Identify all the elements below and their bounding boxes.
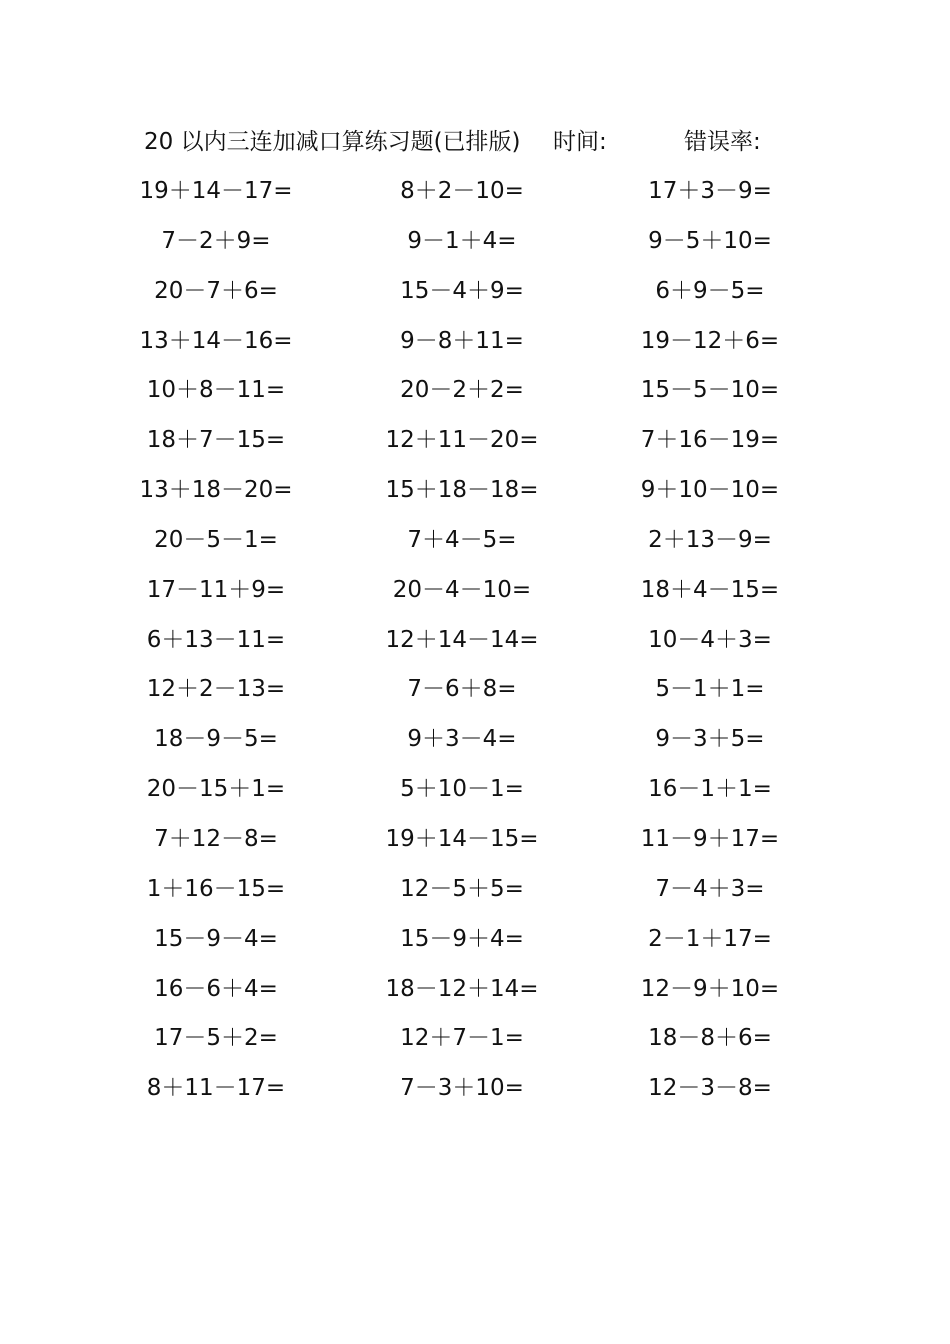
- problem-row: [0, 971, 950, 1021]
- problem-item: 8＋2－10=: [400, 178, 524, 204]
- problem-item: 20－5－1=: [154, 526, 278, 553]
- problem-row: [0, 323, 950, 373]
- problem-item: 18－12＋14=: [385, 975, 539, 1002]
- problem-item: 20－15＋1=: [146, 776, 286, 803]
- problem-item: 9－3＋5=: [655, 726, 765, 753]
- problem-item: 19＋14－17=: [139, 178, 293, 204]
- problem-row: [0, 921, 950, 971]
- problem-item: 9＋3－4=: [407, 726, 517, 753]
- problem-item: 7＋4－5=: [407, 526, 517, 553]
- problem-item: 18－8＋6=: [648, 1025, 772, 1052]
- problem-row: [0, 522, 950, 572]
- problem-item: 18－9－5=: [154, 726, 278, 753]
- problem-item: 18＋4－15=: [640, 576, 780, 603]
- worksheet-header: [144, 124, 784, 160]
- problem-item: 2－1＋17=: [648, 925, 772, 952]
- problem-item: 16－6＋4=: [154, 975, 278, 1002]
- problem-item: 12－3－8=: [648, 1075, 772, 1102]
- problem-item: 6＋13－11=: [146, 626, 286, 653]
- problem-row: [0, 472, 950, 522]
- problem-item: 12－5＋5=: [400, 875, 524, 902]
- problem-item: 20－7＋6=: [154, 277, 278, 304]
- error-rate-label: 错误率:: [684, 129, 761, 155]
- problem-item: 15＋18－18=: [385, 477, 539, 504]
- problem-item: 6＋9－5=: [655, 277, 765, 304]
- problem-item: 12＋11－20=: [385, 427, 539, 454]
- problem-item: 13＋18－20=: [139, 477, 293, 504]
- problem-item: 19＋14－15=: [385, 825, 539, 852]
- problem-item: 15－4＋9=: [400, 277, 524, 304]
- problem-row: [0, 372, 950, 422]
- problem-item: 13＋14－16=: [139, 327, 293, 354]
- problem-item: 12＋7－1=: [400, 1025, 524, 1052]
- problem-item: 9－8＋11=: [400, 327, 524, 354]
- problem-item: 7＋12－8=: [154, 825, 278, 852]
- time-label: 时间:: [553, 129, 607, 155]
- problem-item: 11－9＋17=: [640, 825, 780, 852]
- problem-item: 7－4＋3=: [655, 875, 765, 902]
- problem-grid: [0, 173, 950, 1120]
- problem-item: 10＋8－11=: [146, 377, 286, 404]
- problem-row: [0, 771, 950, 821]
- problem-row: [0, 173, 950, 223]
- problem-item: 10－4＋3=: [648, 626, 772, 653]
- problem-item: 12＋14－14=: [385, 626, 539, 653]
- problem-row: [0, 422, 950, 472]
- problem-item: 15－9－4=: [154, 925, 278, 952]
- problem-item: 5－1＋1=: [655, 676, 765, 703]
- problem-item: 17－11＋9=: [146, 576, 286, 603]
- problem-item: 2＋13－9=: [648, 526, 772, 553]
- problem-row: [0, 572, 950, 622]
- problem-row: [0, 273, 950, 323]
- problem-item: 15－5－10=: [640, 377, 780, 404]
- problem-item: 7－2＋9=: [161, 227, 271, 254]
- problem-item: 17＋3－9=: [648, 178, 772, 204]
- problem-item: 9－5＋10=: [648, 227, 772, 254]
- problem-row: [0, 1070, 950, 1120]
- problem-item: 20－2＋2=: [400, 377, 524, 404]
- problem-item: 9－1＋4=: [407, 227, 517, 254]
- problem-row: [0, 622, 950, 672]
- problem-item: 19－12＋6=: [640, 327, 780, 354]
- problem-item: 5＋10－1=: [400, 776, 524, 803]
- problem-item: 15－9＋4=: [400, 925, 524, 952]
- problem-item: 7＋16－19=: [640, 427, 780, 454]
- problem-item: 7－6＋8=: [407, 676, 517, 703]
- worksheet-title: 20 以内三连加减口算练习题(已排版): [144, 129, 521, 155]
- problem-row: [0, 671, 950, 721]
- problem-row: [0, 871, 950, 921]
- problem-row: [0, 1020, 950, 1070]
- problem-item: 12＋2－13=: [146, 676, 286, 703]
- problem-item: 9＋10－10=: [640, 477, 780, 504]
- problem-item: 8＋11－17=: [146, 1075, 286, 1102]
- problem-item: 18＋7－15=: [146, 427, 286, 454]
- problem-item: 1＋16－15=: [146, 875, 286, 902]
- problem-item: 17－5＋2=: [154, 1025, 278, 1052]
- problem-row: [0, 821, 950, 871]
- problem-item: 20－4－10=: [392, 576, 532, 603]
- problem-item: 7－3＋10=: [400, 1075, 524, 1102]
- problem-row: [0, 721, 950, 771]
- problem-item: 16－1＋1=: [648, 776, 772, 803]
- problem-row: [0, 223, 950, 273]
- problem-item: 12－9＋10=: [640, 975, 780, 1002]
